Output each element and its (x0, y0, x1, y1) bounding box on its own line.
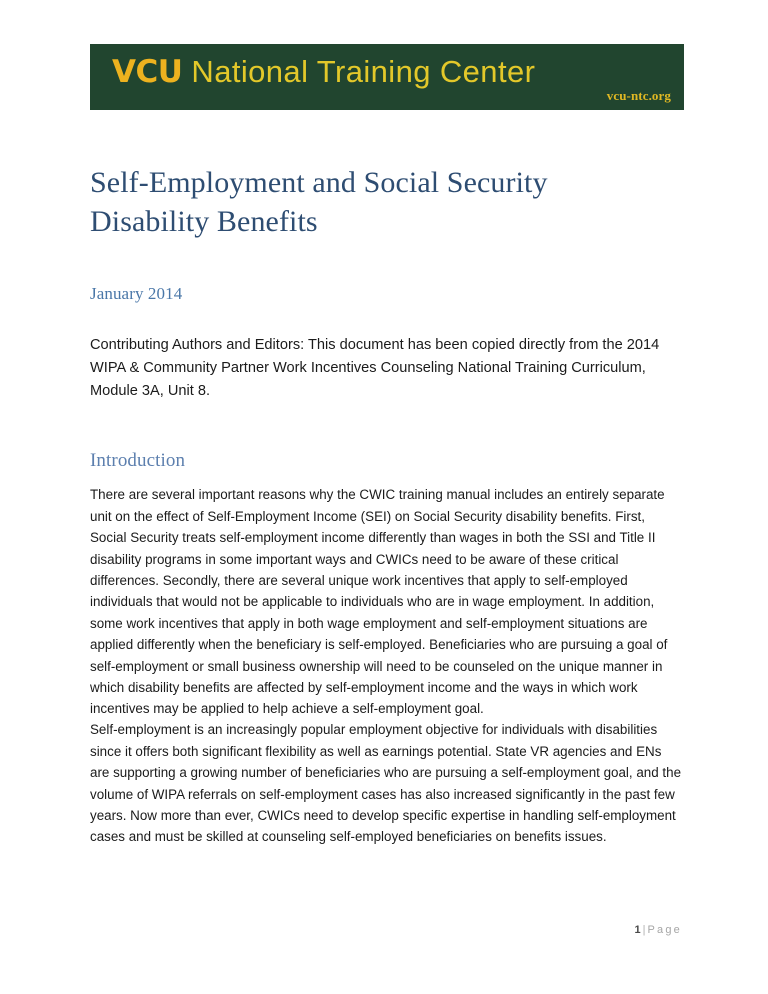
page-footer (90, 924, 682, 936)
page-title: Self-Employment and Social Security Disability Benefits (90, 166, 548, 239)
introduction-paragraph-1: There are several important reasons why the CWIC training manual includes an entirely separate unit on the effect of Self-Employment Income (SEI) on Social Security disability benefits. First, Social Security treats self-employment income differently than wages in both the SSI and Title II disability programs in some important ways and CWICs need to be aware of these critical differences. Secondly, there are several unique work incentives that apply to self-employed individuals that would not be applicable to individuals who are in wage employment. In addition, some work incentives that apply in both wage employment and self-employment situations are applied differently when the beneficiary is self-employed. Beneficiaries who are pursuing a goal of self-employment or small business ownership will need to be counseled on the unique manner in which disability benefits are affected by self-employment income and the ways in which work incentives may be applied to help achieve a self-employment goal. (90, 487, 668, 717)
introduction-paragraph-2: Self-employment is an increasingly popular employment objective for individuals with disabilities since it offers both significant flexibility as well as earnings potential. State VR agencies and ENs are supporting a growing number of beneficiaries who are pursuing a self-employment goal, and the volume of WIPA referrals on self-employment cases has also increased significantly in the past few years. Now more than ever, CWICs need to develop specific expertise in handling self-employment cases and must be skilled at counseling self-employed beneficiaries on benefits issues. (90, 722, 682, 845)
contributing-authors-note: Contributing Authors and Editors: This document has been copied directly from the 2014 WIPA & Community Partner Work Incentives Counseling National Training Curriculum, Module 3A, Unit 8. (90, 336, 660, 399)
section-heading-introduction: Introduction (90, 449, 186, 471)
footer-page-label: Page (647, 924, 682, 936)
vcu-logo-text: VCU (112, 54, 183, 90)
national-training-center-text: National Training Center (191, 54, 536, 89)
vcu-header-banner (90, 44, 684, 110)
vcu-ntc-logo (112, 56, 535, 88)
document-date: January 2014 (90, 284, 183, 303)
banner-website-url: vcu-ntc.org (606, 88, 671, 103)
footer-separator: | (642, 924, 646, 936)
footer-page-number: 1 (634, 924, 641, 936)
